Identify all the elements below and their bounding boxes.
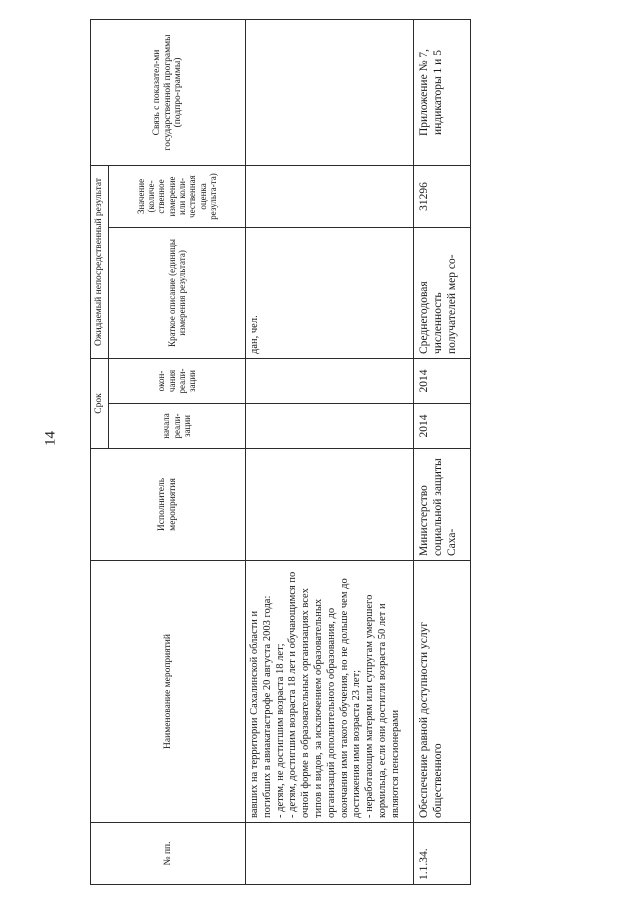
header-value: Значение (количе-ственное измерение или коли-чественная оценка результа-та): [108, 165, 245, 227]
row-executor: [245, 449, 413, 561]
row-num: [245, 823, 413, 885]
row-value: 31296: [413, 165, 470, 227]
row-value: [245, 165, 413, 227]
rotated-table-container: [90, 20, 610, 885]
row-num: 1.1.34.: [413, 823, 470, 885]
header-short-desc: Краткое описание (единицы измерения результата): [108, 227, 245, 358]
row-desc: дан, чел.: [245, 227, 413, 358]
header-row-1: [91, 19, 109, 884]
header-term-end: окон-чания реали-зации: [108, 358, 245, 403]
header-term-start: начала реали-зации: [108, 404, 245, 449]
row-link: Приложение № 7, индикаторы 1 и 5: [413, 19, 470, 165]
row-start: [245, 404, 413, 449]
measures-table: [90, 19, 471, 885]
header-term: Срок: [91, 358, 109, 448]
header-num: № пп.: [91, 823, 246, 885]
row-name: вавших на территории Сахалинской области и погибших в авиакатастрофе 20 августа 2003 года: - детям, не достигшим возраста 18 лет; - детям, достигшим возраста 18 лет и обучающимся по очной форме в образовательных организациях всех типов и видов, за исключением образовательных организаций дополнительного образования, до окончания ими такого обучения, но не дольше чем до достижения ими возраста 23 лет; - неработающим матерям или супругам умершего кормильца, если они достигли возраста 50 лет и являются пенсионерами: [245, 561, 413, 823]
row-start: 2014: [413, 404, 470, 449]
row-end: [245, 358, 413, 403]
header-link: Связь с показател-ми государственной программы (подпро-граммы): [91, 19, 246, 165]
row-link: [245, 19, 413, 165]
row-executor: Министерство социальной защиты Саха-: [413, 449, 470, 561]
header-expected: Ожидаемый непосредственный результат: [91, 165, 109, 358]
row-end: 2014: [413, 358, 470, 403]
row-desc: Среднегодовая численность получателей мер со-: [413, 227, 470, 358]
table-row: [245, 19, 413, 884]
page-number: 14: [42, 431, 59, 446]
row-name: Обеспечение равной доступности услуг общественного: [413, 561, 470, 823]
header-name: Наименование мероприятий: [91, 561, 246, 823]
table-row: [413, 19, 470, 884]
header-executor: Исполнитель мероприятия: [91, 449, 246, 561]
